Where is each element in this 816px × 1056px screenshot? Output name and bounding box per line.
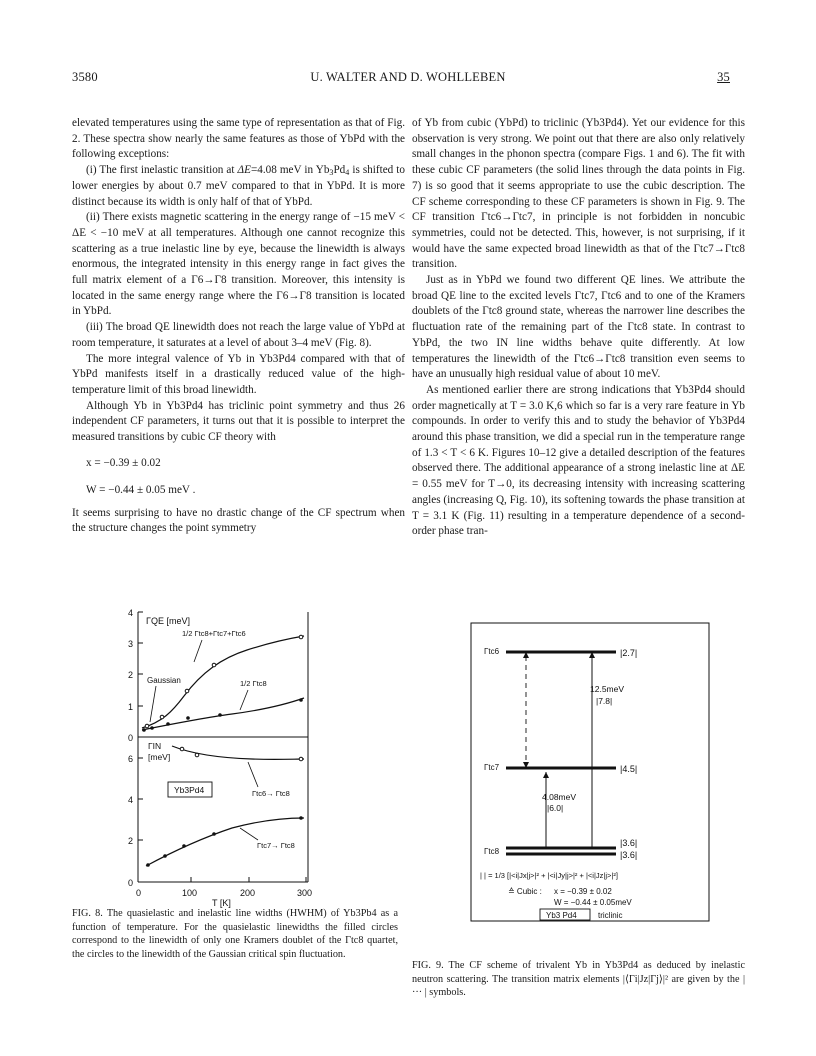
- paragraph: Although Yb in Yb3Pd4 has triclinic point symmetry and thus 26 independent CF parameters, it turns out that it is possible to interpret the measured transitions by cubic CF theory with: [72, 399, 405, 444]
- element-bottom: |6.0|: [547, 803, 564, 813]
- data-point: [212, 663, 216, 667]
- top-ytick-4: 4: [128, 608, 134, 618]
- element-tc6: |2.7|: [620, 648, 638, 658]
- cubic-label: ≙ Cubic :: [508, 887, 542, 896]
- label-tc7-tc8: Γtc7→ Γtc8: [257, 841, 295, 850]
- cubic-x: x = −0.39 ± 0.02: [554, 887, 612, 896]
- compound-box-label: Yb3 Pd4: [546, 911, 577, 920]
- compound-label: Yb3Pd4: [174, 785, 205, 795]
- x-ticks: [191, 877, 306, 882]
- figure-9-caption: FIG. 9. The CF scheme of trivalent Yb in Yb3Pd4 as deduced by inelastic neutron scattering. The transition matrix elements |⟨Γi|Jz|Γj⟩|² are given by the | ··· | symbols.: [412, 960, 745, 999]
- curve-narrow-qe: [142, 698, 304, 730]
- element-tc8-a: |3.6|: [620, 838, 638, 848]
- data-point: [195, 753, 199, 757]
- top-ytick-1: 1: [128, 702, 134, 712]
- data-point: [180, 747, 184, 751]
- bottom-ytick-6: 6: [128, 754, 134, 764]
- cubic-w: W = −0.44 ± 0.05meV: [554, 898, 632, 907]
- bottom-ytick-0: 0: [128, 878, 134, 888]
- level-label-tc7: Γtc7: [484, 763, 500, 772]
- data-point: [163, 854, 167, 858]
- bottom-ylabel-1: ΓIN: [148, 741, 162, 751]
- paragraph: elevated temperatures using the same type of representation as that of Fig. 2. These spectra show nearly the same features as those of YbPd with the following exceptions:: [72, 117, 405, 161]
- xlabel: T [K]: [212, 898, 231, 908]
- top-ytick-2: 2: [128, 670, 134, 680]
- bottom-ytick-4: 4: [128, 795, 134, 805]
- xtick-300: 300: [297, 888, 313, 898]
- element-tc7: |4.5|: [620, 764, 638, 774]
- figure-9-scheme: [470, 622, 710, 922]
- data-point: [299, 757, 303, 761]
- element-tc8-b: |3.6|: [620, 850, 638, 860]
- figure-8-plot: [72, 600, 402, 910]
- label-half-sum: 1/2 Γtc8+Γtc7+Γtc6: [182, 629, 246, 638]
- paragraph: It seems surprising to have no drastic change of the CF spectrum when the structure changes the point symmetry: [72, 506, 405, 535]
- paragraph: (ii) There exists magnetic scattering in the energy range of −15 meV < ΔE < −10 meV at all temperatures. Although one cannot recognize this scattering as a true inelastic line by eye, because the linewidth is always enormous, the integrated intensity in this energy range in fact gives the full matrix element of a Γ6→Γ8 transition. Moreover, this intensity is located in the same energy range where the Γ6→Γ8 transition is located in YbPd.: [72, 211, 405, 318]
- data-point: [160, 715, 164, 719]
- xtick-0: 0: [136, 888, 142, 898]
- energy-top: 12.5meV: [590, 684, 625, 694]
- page-number: 3580: [72, 70, 98, 84]
- data-point: [218, 713, 222, 717]
- data-point: [299, 635, 303, 639]
- paragraph: (i) The first inelastic transition at ΔE=4.08 meV in $Yb_3Pd_4$ is shifted to lower energies by about 0.7 meV compared to that in YbPd. It is more distinct because its width is only half of that of YbPd.: [72, 164, 405, 208]
- element-top: |7.8|: [596, 696, 613, 706]
- label-gaussian: Gaussian: [147, 676, 181, 685]
- paragraph: Just as in YbPd we found two different QE lines. We attribute the broad QE line to the excited levels Γtc7, Γtc6 and to one of the Kramers doublets of the Γtc8 ground state, whereas the narrower line describes the fluctuation rate of the remaining part of the Γtc8 state. In contrast to YbPd, the two IN line widths behave quite differently. At low temperatures the linewidth of the Γtc6→Γtc8 transition even seems to have an unusually high residual value of about 10 meV.: [412, 274, 745, 381]
- bottom-ytick-2: 2: [128, 836, 134, 846]
- level-label-tc6: Γtc6: [484, 647, 500, 656]
- left-text-column: [72, 116, 405, 537]
- level-label-tc8: Γtc8: [484, 847, 500, 856]
- data-point: [299, 698, 303, 702]
- data-point: [182, 844, 186, 848]
- figure-9: [470, 622, 710, 922]
- top-y-ticks: [138, 612, 143, 706]
- label-tc6-tc8: Γtc6→ Γtc8: [252, 789, 290, 798]
- top-ytick-3: 3: [128, 639, 134, 649]
- matrix-formula: | | = 1/3 [|<i|Jx|j>|² + |<i|Jy|j>|² + |<i|Jz|j>|²]: [480, 871, 618, 880]
- data-point: [142, 728, 146, 732]
- paragraph: (iii) The broad QE linewidth does not reach the large value of YbPd at room temperature, it saturates at a level of about 3–4 meV (Fig. 8).: [72, 321, 405, 349]
- bottom-y-ticks: [138, 758, 143, 840]
- volume-number: 35: [717, 70, 730, 84]
- data-point: [185, 689, 189, 693]
- equation-x: x = −0.39 ± 0.02: [86, 456, 161, 469]
- top-ylabel: ΓQE [meV]: [146, 616, 190, 626]
- data-point: [212, 832, 216, 836]
- xtick-200: 200: [240, 888, 256, 898]
- data-point: [299, 816, 303, 820]
- running-header-authors: U. WALTER AND D. WOHLLEBEN: [310, 70, 506, 84]
- xtick-100: 100: [182, 888, 198, 898]
- data-point: [146, 863, 150, 867]
- symmetry-label: triclinic: [598, 911, 623, 920]
- figure-8: [72, 600, 402, 910]
- data-point: [150, 726, 154, 730]
- paragraph: As mentioned earlier there are strong indications that Yb3Pd4 should order magnetically at T = 3.0 K,6 which so far is a very rare feature in Yb compounds. In order to verify this and to study the behavior of Yb3Pd4 around this phase transition, we did a special run in the temperature range of 1.3 < T < 6 K. Figures 10–12 give a detailed description of the features observed there. The additional appearance of a strong inelastic line at ΔE = 0.55 meV for T→0, its decreasing intensity with increasing scattering angles (increasing Q, Fig. 10), its softening towards the phase transition at T = 3.1 K (Fig. 11) resulting in a temperature dependence of a second-order phase tran-: [412, 383, 745, 538]
- paragraph: The more integral valence of Yb in Yb3Pd4 compared with that of YbPd manifests itself in a drastically reduced value of the high-temperature limit of this broad linewidth.: [72, 352, 405, 396]
- data-point: [166, 722, 170, 726]
- figure-8-caption: FIG. 8. The quasielastic and inelastic line widths (HWHM) of Yb3Pb4 as a function of temperature. For the quasielastic linewidths the filled circles correspond to the linewidth of only one Kramers doublet of the Γtc8 quartet, the circles to the linewidth of the Gaussian critical spin fluctuation.: [72, 908, 398, 960]
- label-half-tc8: 1/2 Γtc8: [240, 679, 267, 688]
- data-point: [145, 724, 149, 728]
- data-point: [186, 716, 190, 720]
- curve-tc6-tc8: [172, 746, 304, 759]
- equation-w: W = −0.44 ± 0.05 meV .: [86, 483, 196, 496]
- right-text-column: [412, 116, 745, 540]
- paragraph: of Yb from cubic (YbPd) to triclinic (Yb3Pd4). Yet our evidence for this observation is very strong. We point out that there are also only relatively small changes in the phonon spectra (compare Figs. 1 and 6). The fit with these cubic CF parameters (the solid lines through the data points in Fig. 7) is so good that it seems appropriate to use the cubic description. The CF scheme corresponding to these CF parameters is shown in Fig. 9. The CF transition Γtc6→Γtc7, in principle is not forbidden in noncubic symmetries, could not be detected. This, however, is not surprising, if it would have the same expected broad linewidth as that of the Γtc7→Γtc8 transition.: [412, 117, 745, 271]
- bottom-ylabel-2: [meV]: [148, 752, 171, 762]
- top-ytick-0: 0: [128, 733, 134, 743]
- energy-bottom: 4.08meV: [542, 792, 577, 802]
